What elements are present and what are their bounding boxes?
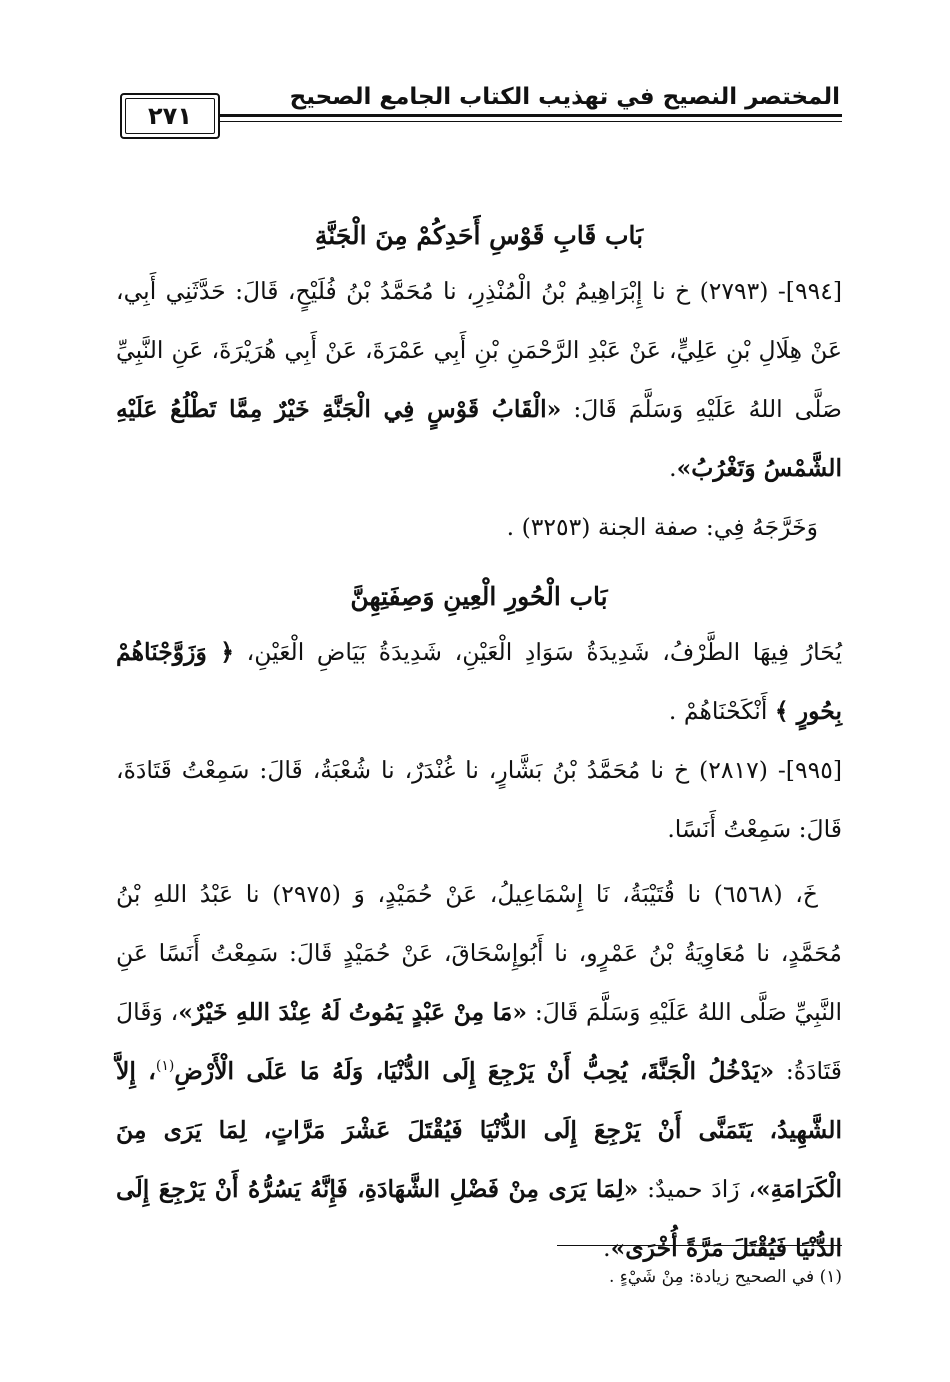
hadith-995-second-isnad: [116, 865, 842, 1278]
book-title: المختصر النصيح في تهذيب الكتاب الجامع الصحيح: [289, 84, 840, 110]
hadith-995-humayd: ، زَادَ حميدٌ:: [638, 1175, 756, 1203]
hadith-995-end: .: [603, 1234, 611, 1262]
quran-verse: ﴿ وَزَوَّجْنَاهُمْ بِحُورٍ ﴾: [116, 638, 842, 725]
page-body: [116, 210, 842, 1278]
footnote-marker-1: (١): [155, 1058, 175, 1075]
chapter-intro-text: يُحَارُ فِيهَا الطَّرْفُ، شَدِيدَةُ سَوَادِ الْعَيْنِ، شَدِيدَةُ بَيَاضِ الْعَيْنِ،: [234, 638, 842, 666]
hadith-994-isnad: [٩٩٤]- (٢٧٩٣) خ نا إِبْرَاهِيمُ بْنُ الْمُنْذِرِ، نا مُحَمَّدُ بْنُ فُلَيْحٍ، قَالَ: حَدَّثَنِي أَبِي، عَنْ هِلَالِ بْنِ عَلِيٍّ، عَنْ عَبْدِ الرَّحْمَنِ بْنِ أَبِي عَمْرَةَ، عَنْ أَبِي هُرَيْرَةَ، عَنِ النَّبِيِّ صَلَّى اللهُ عَلَيْهِ وَسَلَّمَ قَالَ:: [116, 277, 843, 423]
page-number-frame: [120, 93, 220, 139]
header-rule-thin: [220, 121, 842, 122]
hadith-995-isnad-2: خَ، (٦٥٦٨) نا قُتَيْبَةُ، نَا إِسْمَاعِيلُ، عَنْ حُمَيْدٍ، وَ (٢٩٧٥) نا عَبْدُ اللهِ بْنُ مُحَمَّدٍ، نا مُعَاوِيَةُ بْنُ عَمْرٍو، نا أَبُوإِسْحَاقَ، عَنْ حُمَيْدٍ قَالَ: سَمِعْتُ أَنَسًا عَنِ النَّبِيِّ صَلَّى اللهُ عَلَيْهِ وَسَلَّمَ قَالَ:: [116, 880, 842, 1026]
footnote-separator: [557, 1245, 842, 1246]
chapter-heading-qab-qaws: بَاب قَابِ قَوْسِ أَحَدِكُمْ مِنَ الْجَنَّةِ: [314, 221, 644, 250]
hadith-994-end: .: [669, 454, 677, 482]
hadith-994: [116, 262, 842, 498]
hadith-995-matn-1: «مَا مِنْ عَبْدٍ يَمُوتُ لَهُ عِنْدَ اللهِ خَيْرٌ»: [178, 998, 528, 1026]
footnote-1: (١) في الصحيح زيادة: مِنْ شَيْءٍ .: [608, 1267, 842, 1287]
page-number: ٢٧١: [148, 102, 192, 130]
chapter-intro: [116, 623, 842, 741]
hadith-994-matn: «الْقَابُ قَوْسٍ فِي الْجَنَّةِ خَيْرٌ مِمَّا تَطْلُعُ عَلَيْهِ الشَّمْسُ وَتَغْرُبُ»: [116, 395, 842, 482]
header-rule-thick: [220, 114, 842, 117]
chapter-heading-hur-al-ayn: بَاب الْحُورِ الْعِينِ وَصِفَتِهِنَّ: [350, 582, 608, 611]
hadith-995-matn-2: «يَدْخُلُ الْجَنَّةَ، يُحِبُّ أَنْ يَرْجِعَ إِلَى الدُّنْيَا، وَلَهُ مَا عَلَى الْأَرْضِ: [174, 1057, 775, 1085]
hadith-995-matn-3: «لِمَا يَرَى مِنْ فَضْلِ الشَّهَادَةِ، فَإِنَّهُ يَسُرُّهُ أَنْ يَرْجِعَ إِلَى الدُّنْيَا فَيُقْتَلَ مَرَّةً أُخْرَى»: [116, 1175, 842, 1262]
section-spacer: [116, 557, 842, 571]
hadith-995-matn-2-end: ، إِلاَّ الشَّهِيدُ، يَتَمَنَّى أَنْ يَرْجِعَ إِلَى الدُّنْيَا فَيُقْتَلَ عَشْرَ مَرَّاتٍ، لِمَا يَرَى مِنَ الْكَرَامَةِ»: [116, 1057, 842, 1203]
hadith-995-qatada: ، وَقَالَ قَتَادَةُ:: [116, 998, 843, 1085]
chapter-intro-end: أَنْكَحْنَاهُمْ .: [668, 697, 775, 725]
hadith-995: [٩٩٥]- (٢٨١٧) خ نا مُحَمَّدُ بْنُ بَشَّارٍ، نا غُنْدَرٌ، نا شُعْبَةُ، قَالَ: سَمِعْتُ قَتَادَةَ، قَالَ: سَمِعْتُ أَنَسًا.: [116, 756, 842, 843]
takhrij-994: وَخَرَّجَهُ فِي: صفة الجنة (٣٢٥٣) .: [506, 513, 818, 541]
